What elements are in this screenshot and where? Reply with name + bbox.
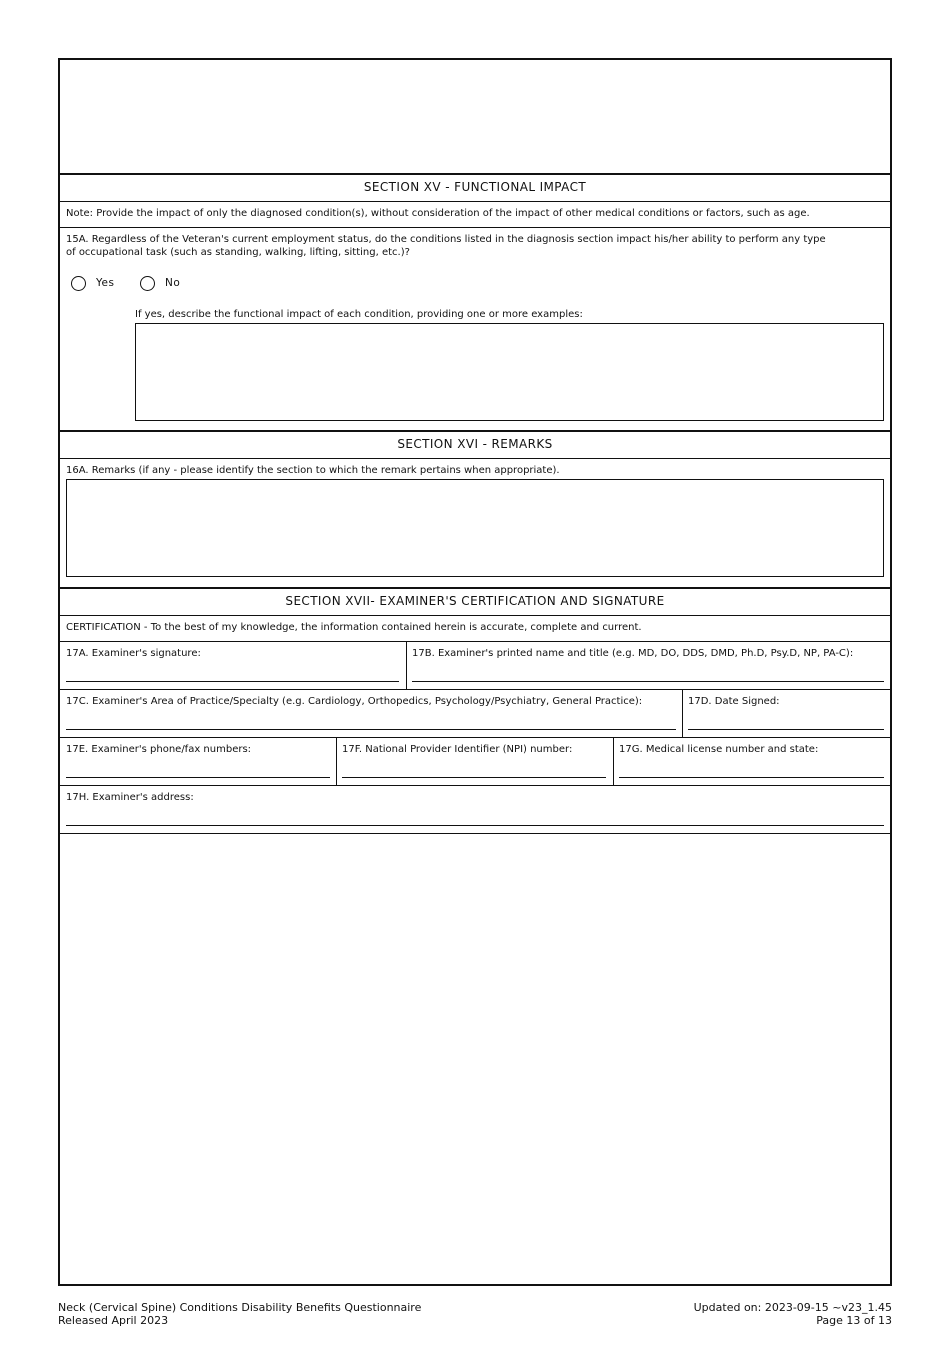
question-15a: 15A. Regardless of the Veteran's current employment status, do the conditions listed in the diagnosis section impact his/her ability to perform any type of occupational task (such as standing, walking, lifting, sitting, etc.)? (66, 234, 826, 258)
field-17c-label: 17C. Examiner's Area of Practice/Specialty (e.g. Cardiology, Orthopedics, Psychology/Psychiatry, General Practice): (66, 696, 643, 707)
functional-impact-textarea[interactable] (135, 323, 884, 421)
divider (613, 737, 614, 785)
section-16-title: SECTION XVI - REMARKS (397, 437, 553, 451)
divider (60, 737, 890, 738)
divider (60, 201, 890, 202)
radio-no-label: No (165, 277, 181, 289)
license-field[interactable] (619, 777, 884, 778)
divider (60, 430, 890, 432)
divider (60, 615, 890, 616)
field-17b-label: 17B. Examiner's printed name and title (e.g. MD, DO, DDS, DMD, Ph.D, Psy.D, NP, PA-C): (412, 648, 854, 659)
question-16a: 16A. Remarks (if any - please identify the section to which the remark pertains when appropriate). (66, 465, 560, 476)
specialty-field[interactable] (66, 729, 676, 730)
footer-right (694, 1301, 892, 1327)
section-15-title: SECTION XV - FUNCTIONAL IMPACT (363, 180, 587, 194)
divider (60, 227, 890, 228)
remarks-textarea[interactable] (66, 479, 884, 577)
section-15-note: Note: Provide the impact of only the diagnosed condition(s), without consideration of the impact of other medical conditions or factors, such as age. (66, 208, 810, 219)
section-17-title: SECTION XVII- EXAMINER'S CERTIFICATION AND SIGNATURE (285, 594, 665, 608)
form-frame (58, 58, 892, 1286)
phone-fax-field[interactable] (66, 777, 330, 778)
release-date: Released April 2023 (58, 1314, 169, 1327)
printed-name-field[interactable] (412, 681, 884, 682)
field-17h-label: 17H. Examiner's address: (66, 792, 194, 803)
field-17g-label: 17G. Medical license number and state: (619, 744, 819, 755)
field-17a-label: 17A. Examiner's signature: (66, 648, 201, 659)
divider (60, 689, 890, 690)
updated-date: Updated on: 2023-09-15 ~v23_1.45 (693, 1301, 892, 1314)
divider (336, 737, 337, 785)
field-17d-label: 17D. Date Signed: (688, 696, 780, 707)
npi-field[interactable] (342, 777, 606, 778)
address-field[interactable] (66, 825, 884, 826)
functional-impact-label: If yes, describe the functional impact of each condition, providing one or more examples: (135, 309, 583, 320)
certification-text: CERTIFICATION - To the best of my knowledge, the information contained herein is accurate, complete and current. (66, 622, 642, 633)
form-title: Neck (Cervical Spine) Conditions Disability Benefits Questionnaire (58, 1301, 422, 1314)
divider (406, 641, 407, 689)
page-number: Page 13 of 13 (816, 1314, 892, 1327)
divider (60, 641, 890, 642)
divider (60, 458, 890, 459)
date-signed-field[interactable] (688, 729, 884, 730)
field-17e-label: 17E. Examiner's phone/fax numbers: (66, 744, 252, 755)
divider (682, 689, 683, 737)
divider (60, 833, 890, 834)
field-17f-label: 17F. National Provider Identifier (NPI) number: (342, 744, 573, 755)
divider (60, 785, 890, 786)
divider (60, 173, 890, 175)
radio-yes[interactable] (71, 276, 86, 291)
footer-left (58, 1301, 421, 1327)
radio-no[interactable] (140, 276, 155, 291)
signature-field[interactable] (66, 681, 399, 682)
radio-yes-label: Yes (96, 277, 115, 289)
divider (60, 587, 890, 589)
